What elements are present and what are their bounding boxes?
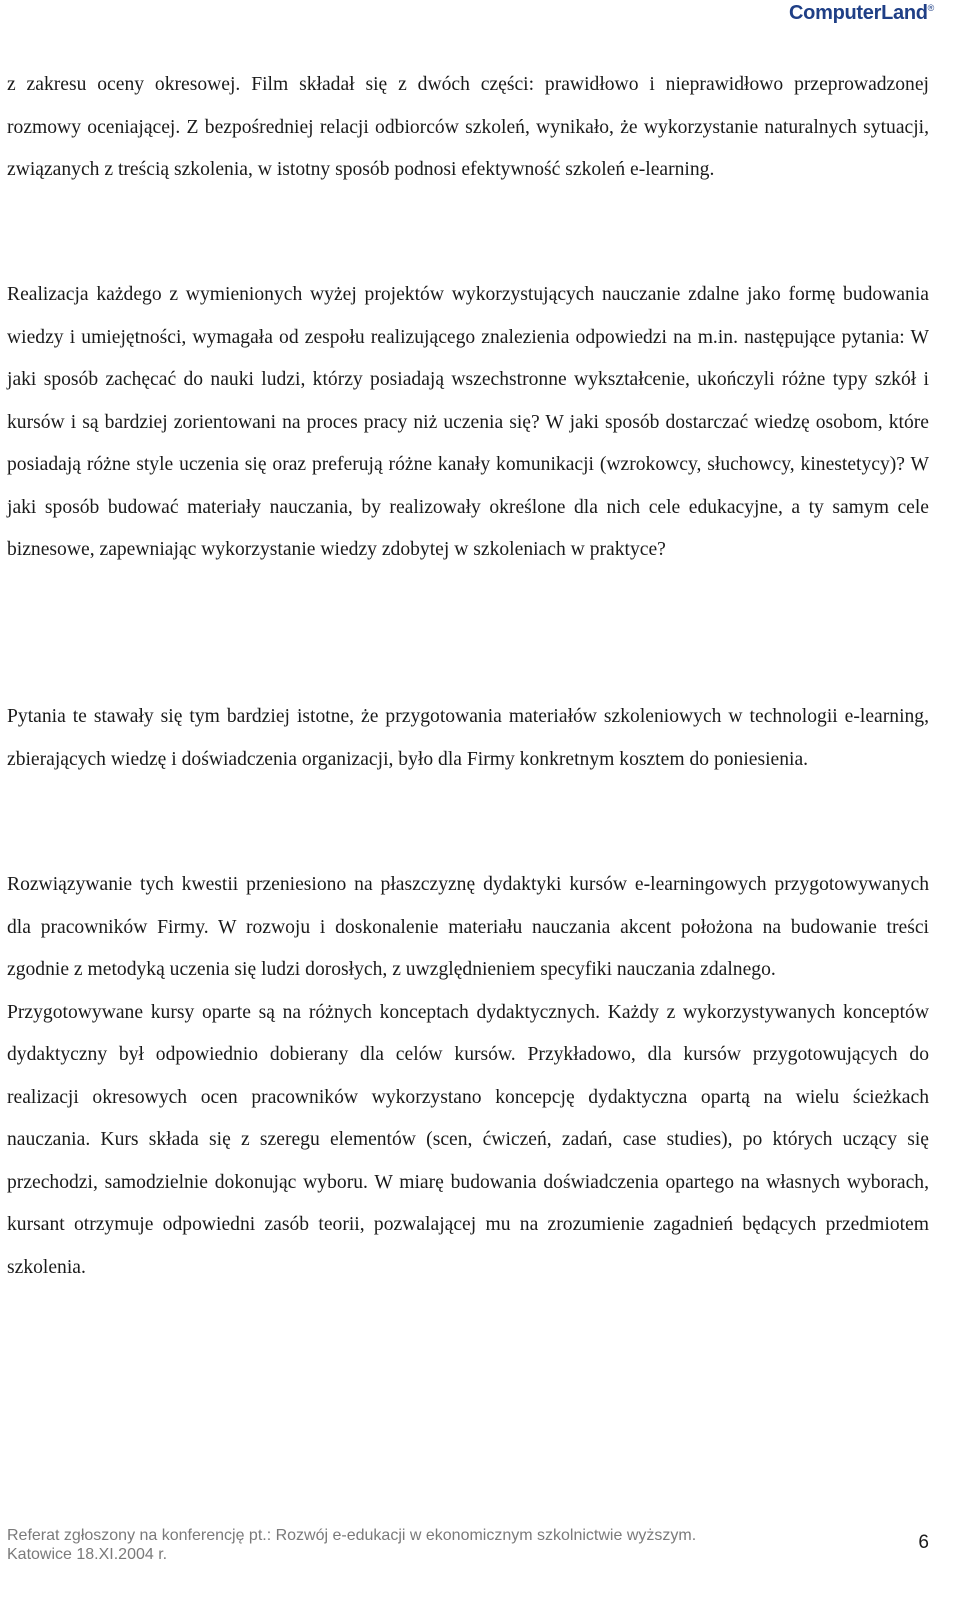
paragraph-resolution-block xyxy=(7,864,929,1289)
registered-mark: ® xyxy=(927,3,934,13)
footer-date-line: Katowice 18.XI.2004 r. xyxy=(7,1546,168,1563)
footer-conference-line: Referat zgłoszony na konferencję pt.: Rozwój e-edukacji w ekonomicznym szkolnictwie wyższym. xyxy=(7,1527,697,1544)
page-number: 6 xyxy=(918,1532,929,1553)
paragraph-realization: Realizacja każdego z wymienionych wyżej projektów wykorzystujących nauczanie zdalne jako formę budowania wiedzy i umiejętności, wymagała od zespołu realizującego znalezienia odpowiedzi na m.in. następujące pytania: W jaki sposób zachęcać do nauki ludzi, którzy posiadają wszechstronne wykształcenie, ukończyli różne typy szkół i kursów i są bardziej zorientowani na proces pracy niż uczenia się? W jaki sposób dostarczać wiedzę osobom, które posiadają różne style uczenia się oraz preferują różne kanały komunikacji (wzrokowcy, słuchowcy, kinestetycy)? W jaki sposób budować materiały nauczania, by realizowały określone dla nich cele edukacyjne, a ty samym cele biznesowe, zapewniając wykorzystanie wiedzy zdobytej w szkoleniach w praktyce? xyxy=(7,284,929,560)
paragraph-didactic-concepts: Przygotowywane kursy oparte są na różnych konceptach dydaktycznych. Każdy z wykorzystywanych konceptów dydaktyczny był odpowiednio dobierany dla celów kursów. Przykładowo, dla kursów przygotowujących do realizacji okresowych ocen pracowników wykorzystano koncepcję dydaktyczna opartą na wielu ścieżkach nauczania. Kurs składa się z szeregu elementów (scen, ćwiczeń, zadań, case studies), po których uczący się przechodzi, samodzielnie dokonując wyboru. W miarę budowania doświadczenia opartego na własnych wyborach, kursant otrzymuje odpowiedni zasób teorii, pozwalającej mu na zrozumienie zagadnień będących przedmiotem szkolenia. xyxy=(7,1001,929,1278)
logo-text: ComputerLand xyxy=(789,2,928,24)
paragraph-questions: Pytania te stawały się tym bardziej istotne, że przygotowania materiałów szkoleniowych w technologii e-learning, zbierających wiedzę i doświadczenia organizacji, było dla Firmy konkretnym kosztem do poniesienia. xyxy=(7,706,929,770)
footer-reference xyxy=(7,1526,696,1564)
paragraph-continued: z zakresu oceny okresowej. Film składał się z dwóch części: prawidłowo i nieprawidłowo przeprowadzonej rozmowy oceniającej. Z bezpośredniej relacji odbiorców szkoleń, wynikało, że wykorzystanie naturalnych sytuacji, związanych z treścią szkolenia, w istotny sposób podnosi efektywność szkoleń e-learning. xyxy=(7,74,929,180)
company-logo xyxy=(789,2,934,25)
paragraph-resolution: Rozwiązywanie tych kwestii przeniesiono na płaszczyznę dydaktyki kursów e-learningowych przygotowywanych dla pracowników Firmy. W rozwoju i doskonalenie materiału nauczania akcent położona na budowanie treści zgodnie z metodyką uczenia się ludzi dorosłych, z uwzględnieniem specyfiki nauczania zdalnego. xyxy=(7,874,929,980)
